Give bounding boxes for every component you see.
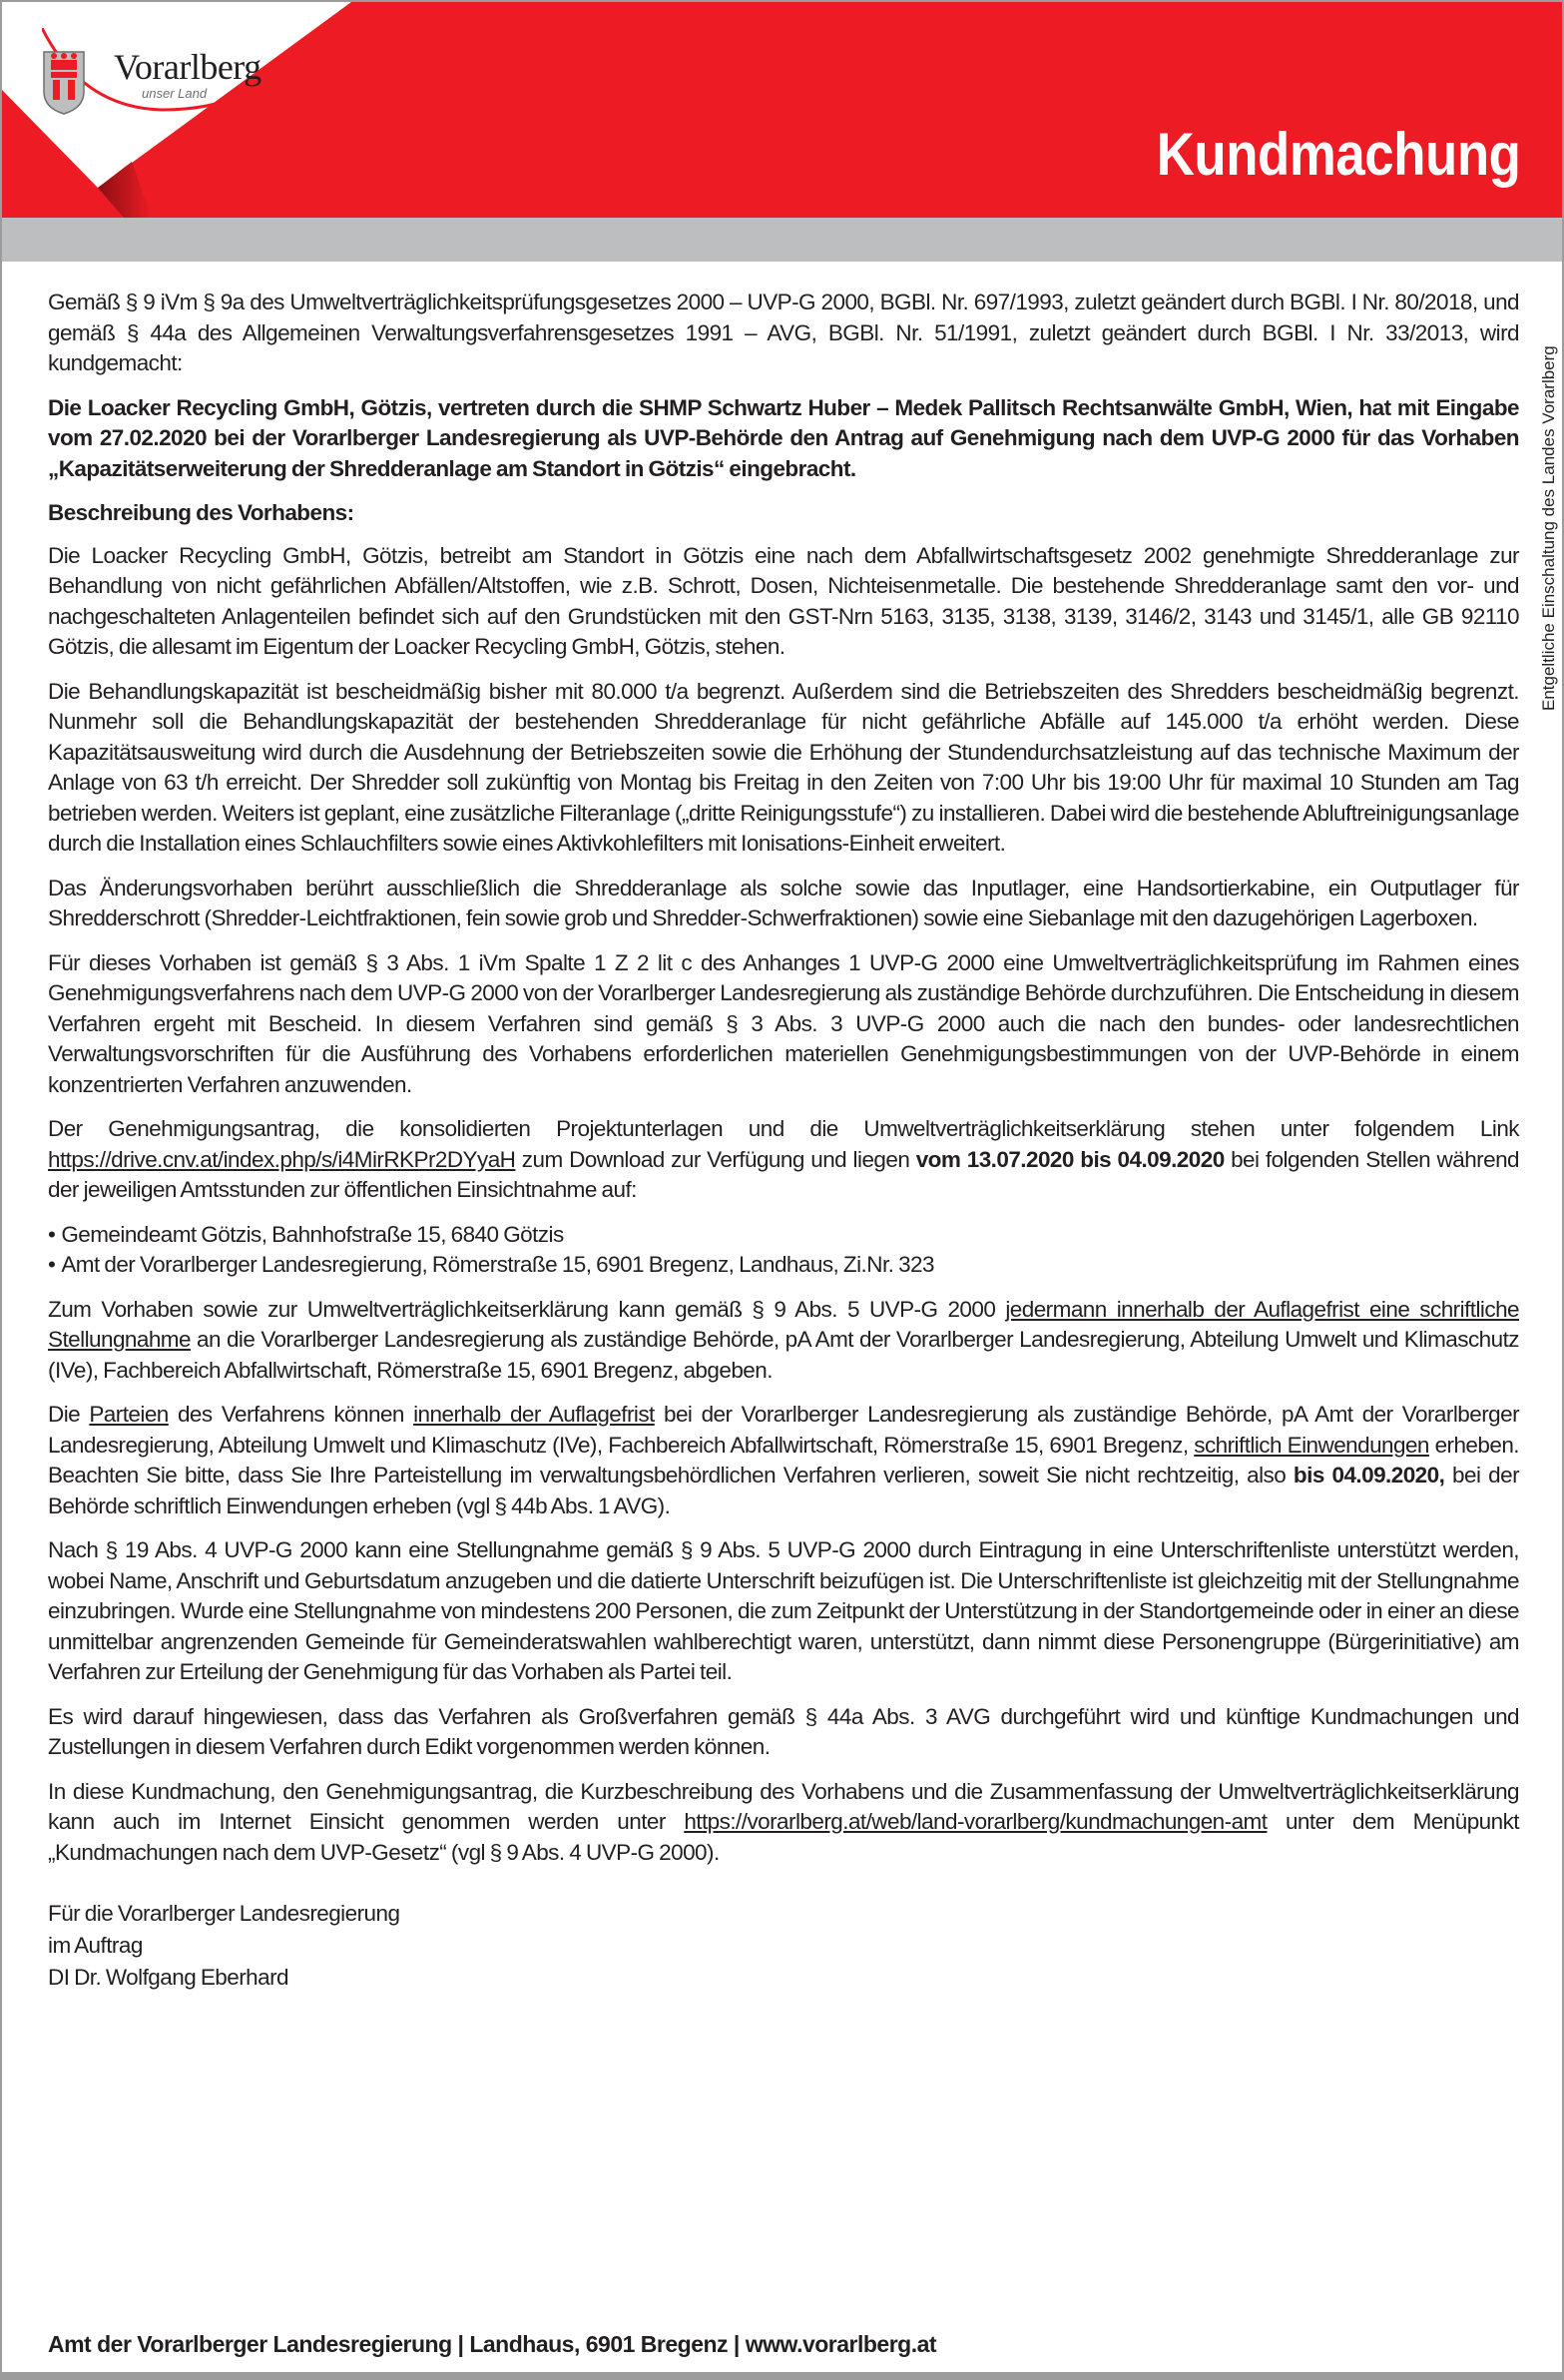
list-item: • Amt der Vorarlberger Landesregierung, Römerstraße 15, 6901 Bregenz, Landhaus, Zi.Nr. 323 — [48, 1250, 1519, 1281]
procedure-paragraph: Für dieses Vorhaben ist gemäß § 3 Abs. 1 iVm Spalte 1 Z 2 lit c des Anhanges 1 UVP-G 2000 eine Umweltverträglichkeitsprüfung im Rahmen eines Genehmigungsverfahrens nach dem UVP-G 2000 von der Vorarlberger Landesregierung als zuständige Behörde durchzuführen. Die Entscheidung in diesem Verfahren ergeht mit Bescheid. In diesem Verfahren sind gemäß § 3 Abs. 3 UVP-G 2000 auch die nach den bundes- oder landesrechtlichen Verwaltungsvorschriften für die Ausführung des Vorhabens erforderlichen materiellen Genehmigungsbestimmungen von der UVP-Behörde in einem konzentrierten Verfahren anzuwenden. — [48, 949, 1519, 1097]
notice-body — [48, 288, 1519, 1994]
deadline: bis 04.09.2020, — [1293, 1463, 1445, 1488]
edict-paragraph: Es wird darauf hingewiesen, dass das Verfahren als Großverfahren gemäß § 44a Abs. 3 AVG durchgeführt wird und künftige Kundmachungen und Zustellungen in diesem Verfahren durch Edikt vorgenommen werden können. — [48, 1703, 1519, 1759]
text: des Verfahrens können — [168, 1402, 414, 1427]
page-title: Kundmachung — [1156, 121, 1520, 188]
inspection-period: vom 13.07.2020 bis 04.09.2020 — [915, 1146, 1225, 1172]
documents-link[interactable]: https://drive.cnv.at/index.php/s/i4MirRKPr2DYyaH — [48, 1146, 516, 1172]
underlined-text: innerhalb der Auflagefrist — [413, 1402, 655, 1427]
logo-tagline: unser Land — [142, 86, 208, 101]
description-paragraph-1: Die Loacker Recycling GmbH, Götzis, betreibt am Standort in Götzis eine nach dem Abfallwirtschaftsgesetz 2002 genehmigte Shredderanlage zur Behandlung von nicht gefährlichen Abfällen/Altstoffen, wie z.B. Schrott, Dosen, Nichteisenmetalle. Die bestehende Shredderanlage samt den vor- und nachgeschalteten Anlagenteilen befindet sich auf den Grundstücken mit den GST-Nrn 5163, 3135, 3138, 3139, 3146/2, 3143 und 3145/1, alle GB 92110 Götzis, die allesamt im Eigentum der Loacker Recycling GmbH, Götzis, stehen. — [48, 542, 1519, 659]
inspection-paragraph — [48, 1114, 1519, 1206]
kundmachungen-link[interactable]: https://vorarlberg.at/web/land-vorarlberg/kundmachungen-amt — [684, 1809, 1268, 1834]
text: an die Vorarlberger Landesregierung als zuständige Behörde, pA Amt der Vorarlberger Landesregierung, Abteilung Umwelt und Klimaschutz (IVe), Fachbereich Abfallwirtschaft, Römerstraße 15, 6901 Bregenz, abgeben. — [48, 1327, 1519, 1383]
header-banner — [2, 2, 1562, 218]
underlined-text: Parteien — [89, 1402, 169, 1427]
signature-line-3: DI Dr. Wolfgang Eberhard — [48, 1965, 289, 1990]
underlined-text: jedermann innerhalb der Auflagefrist eine schriftliche Stellungnahme — [48, 1296, 1519, 1352]
text: bei der Vorarlberger Landesregierung als zuständige Behörde, pA Amt der Vorarlberger Landesregierung, Abteilung Umwelt und Klimaschutz (IVe), Fachbereich Abfallwirtschaft, Römerstraße 15, 6901 Bregenz, — [48, 1402, 1520, 1458]
signature-line-1: Für die Vorarlberger Landesregierung — [48, 1901, 400, 1926]
text: bei folgenden Stellen während der jeweiligen Amtsstunden zur öffentlichen Einsichtnahme auf: — [48, 1146, 1520, 1202]
grey-band — [2, 218, 1562, 262]
footer-address: Amt der Vorarlberger Landesregierung | Landhaus, 6901 Bregenz | www.vorarlberg.at — [48, 2331, 937, 2357]
section-heading: Beschreibung des Vorhabens: — [48, 500, 354, 525]
text: erheben. Beachten Sie bitte, dass Sie Ihre Parteistellung im verwaltungsbehördlichen Verfahren verlieren, soweit Sie nicht rechtzeitig, also — [48, 1432, 1519, 1488]
signature-line-2: im Auftrag — [48, 1933, 143, 1958]
text: Zum Vorhaben sowie zur Umweltverträglichkeitserklärung kann gemäß § 9 Abs. 5 UVP-G 2000 — [48, 1296, 1006, 1322]
signature-list-paragraph: Nach § 19 Abs. 4 UVP-G 2000 kann eine Stellungnahme gemäß § 9 Abs. 5 UVP-G 2000 durch Eintragung in eine Unterschriftenliste unterstützt werden, wobei Name, Anschrift und Geburtsdatum anzugeben und die datierte Unterschrift beizufügen ist. Die Unterschriftenliste ist gleichzeitig mit der Stellungnahme einzubringen. Wurde eine Stellungnahme von mindestens 200 Personen, die zum Zeitpunkt der Unterstützung in der Standortgemeinde oder in einer an diese unmittelbar angrenzenden Gemeinde für Gemeinderatswahlen wahlberechtigt waren, unterstützt, dann nimmt diese Personengruppe (Bürgerinitiative) am Verfahren zur Erteilung der Genehmigung für das Vorhaben als Partei teil. — [48, 1537, 1519, 1684]
list-item: • Gemeindeamt Götzis, Bahnhofstraße 15, 6840 Götzis — [48, 1220, 1519, 1251]
description-paragraph-2: Die Behandlungskapazität ist bescheidmäßig bisher mit 80.000 t/a begrenzt. Außerdem sind die Betriebszeiten des Shredders bescheidmäßig begrenzt. Nunmehr soll die Behandlungskapazität der bestehenden Shredderanlage für nicht gefährliche Abfälle auf 145.000 t/a erhöht werden. Diese Kapazitätsausweitung wird durch die Ausdehnung der Betriebszeiten sowie die Erhöhung der Stundendurchsatzleistung auf das technische Maximum der Anlage von 63 t/h erreicht. Der Shredder soll zukünftig von Montag bis Freitag in den Zeiten von 7:00 Uhr bis 19:00 Uhr für maximal 10 Stunden am Tag betrieben werden. Weiters ist geplant, eine zusätzliche Filteranlage („dritte Reinigungsstufe“) zu installieren. Dabei wird die bestehende Abluftreinigungsanlage durch die Installation eines Schlauchfilters sowie eines Aktivkohlefilters mit Ionisations-Einheit erweitert. — [48, 678, 1519, 856]
text: In diese Kundmachung, den Genehmigungsantrag, die Kurzbeschreibung des Vorhabens und die Zusammenfassung der Umweltverträglichkeitserklärung kann auch im Internet Einsicht genommen werden unter — [48, 1778, 1519, 1834]
text: unter dem Menüpunkt „Kundmachungen nach dem UVP-Gesetz“ (vgl § 9 Abs. 4 UVP-G 2000). — [48, 1809, 1519, 1865]
text: Die — [48, 1402, 90, 1427]
vorarlberg-logo — [42, 28, 281, 128]
signature-block — [48, 1898, 1519, 1994]
internet-paragraph — [48, 1777, 1519, 1869]
objection-paragraph — [48, 1400, 1519, 1521]
side-note: Entgeltliche Einschaltung des Landes Vorarlberg — [1539, 345, 1558, 711]
description-paragraph-3: Das Änderungsvorhaben berührt ausschließlich die Shredderanlage als solche sowie das Inputlager, eine Handsortierkabine, ein Outputlager für Shredderschrott (Shredder-Leichtfraktionen, fein sowie grob und Shredder-Schwerfraktionen) sowie eine Siebanlage mit den dazugehörigen Lagerboxen. — [48, 875, 1519, 930]
bottom-border — [2, 2372, 1562, 2378]
statement-paragraph — [48, 1295, 1519, 1387]
text: zum Download zur Verfügung und liegen — [515, 1146, 916, 1172]
location-list — [48, 1220, 1519, 1281]
intro-paragraph: Gemäß § 9 iVm § 9a des Umweltverträglichkeitsprüfungsgesetzes 2000 – UVP-G 2000, BGBl. Nr. 697/1993, zuletzt geändert durch BGBl. I Nr. 80/2018, und gemäß § 44a des Allgemeinen Verwaltungsverfahrensgesetzes 1991 – AVG, BGBl. Nr. 51/1991, zuletzt geändert durch BGBl. I Nr. 33/2013, wird kundgemacht: — [48, 290, 1519, 375]
underlined-text: schriftlich Einwendungen — [1194, 1432, 1429, 1458]
text: Der Genehmigungsantrag, die konsolidierten Projektunterlagen und die Umweltverträglichkeitserklärung stehen unter folgendem Link — [48, 1116, 1519, 1141]
lead-paragraph: Die Loacker Recycling GmbH, Götzis, vertreten durch die SHMP Schwartz Huber – Medek Pallitsch Rechtsanwälte GmbH, Wien, hat mit Eingabe vom 27.02.2020 bei der Vorarlberger Landesregierung als UVP-Behörde den Antrag auf Genehmigung nach dem UVP-G 2000 für das Vorhaben „Kapazitätserweiterung der Shredderanlage am Standort in Götzis“ eingebracht. — [48, 394, 1519, 481]
logo-wordmark: Vorarlberg — [114, 47, 261, 87]
text: bei der Behörde schriftlich Einwendungen erheben (vgl § 44b Abs. 1 AVG). — [48, 1463, 1520, 1518]
